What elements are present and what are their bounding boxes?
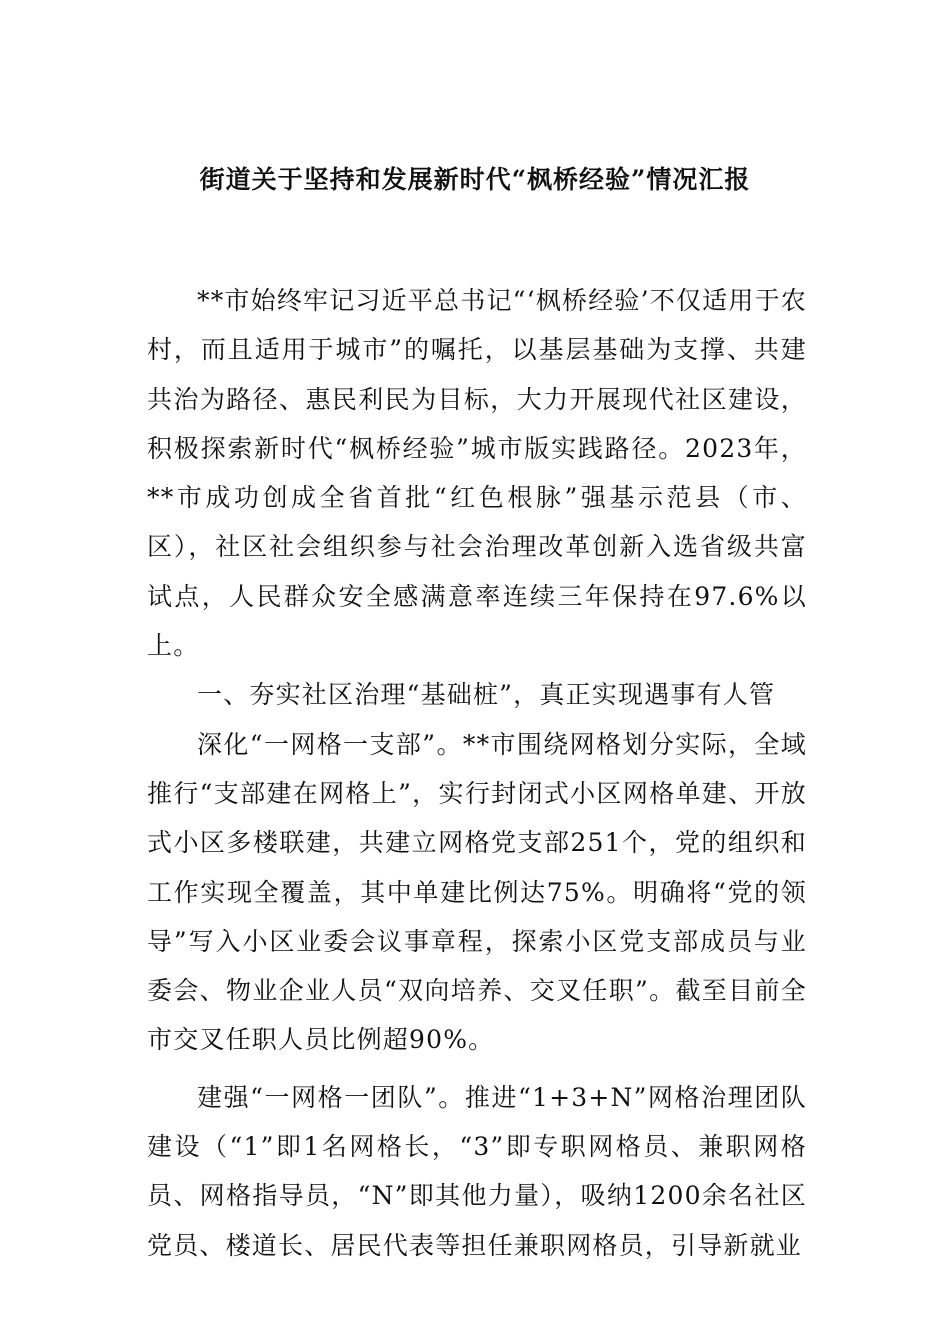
document-body (147, 276, 807, 1270)
paragraph-grid-team: 建强“一网格一团队”。推进“1+3+N”网格治理团队建设（“1”即1名网格长，“3”即专职网格员、兼职网格员、网格指导员，“N”即其他力量），吸纳1200余名社区党员、楼道长、居民代表等担任兼职网格员，引导新就业 (147, 1082, 807, 1260)
paragraph-grid-branch: 深化“一网格一支部”。**市围绕网格划分实际，全域推行“支部建在网格上”，实行封闭式小区网格单建、开放式小区多楼联建，共建立网格党支部251个，党的组织和工作实现全覆盖，其中单建比例达75%。明确将“党的领导”写入小区业委会议事章程，探索小区党支部成员与业委会、物业企业人员“双向培养、交叉任职”。截至目前全市交叉任职人员比例超90%。 (147, 729, 807, 1055)
document-title: 街道关于坚持和发展新时代“枫桥经验”情况汇报 (199, 165, 751, 194)
section-heading-1: 一、夯实社区治理“基础桩”，真正实现遇事有人管 (197, 680, 776, 710)
paragraph-intro: **市始终牢记习近平总书记“‘枫桥经验’不仅适用于农村，而且适用于城市”的嘱托，以基层基础为支撑、共建共治为路径、惠民利民为目标，大力开展现代社区建设，积极探索新时代“枫桥经验”城市版实践路径。2023年，**市成功创成全省首批“红色根脉”强基示范县（市、区），社区社会组织参与社会治理改革创新入选省级共富试点，人民群众安全感满意率连续三年保持在97.6%以上。 (147, 286, 807, 661)
paragraph-spacer (147, 1065, 807, 1073)
